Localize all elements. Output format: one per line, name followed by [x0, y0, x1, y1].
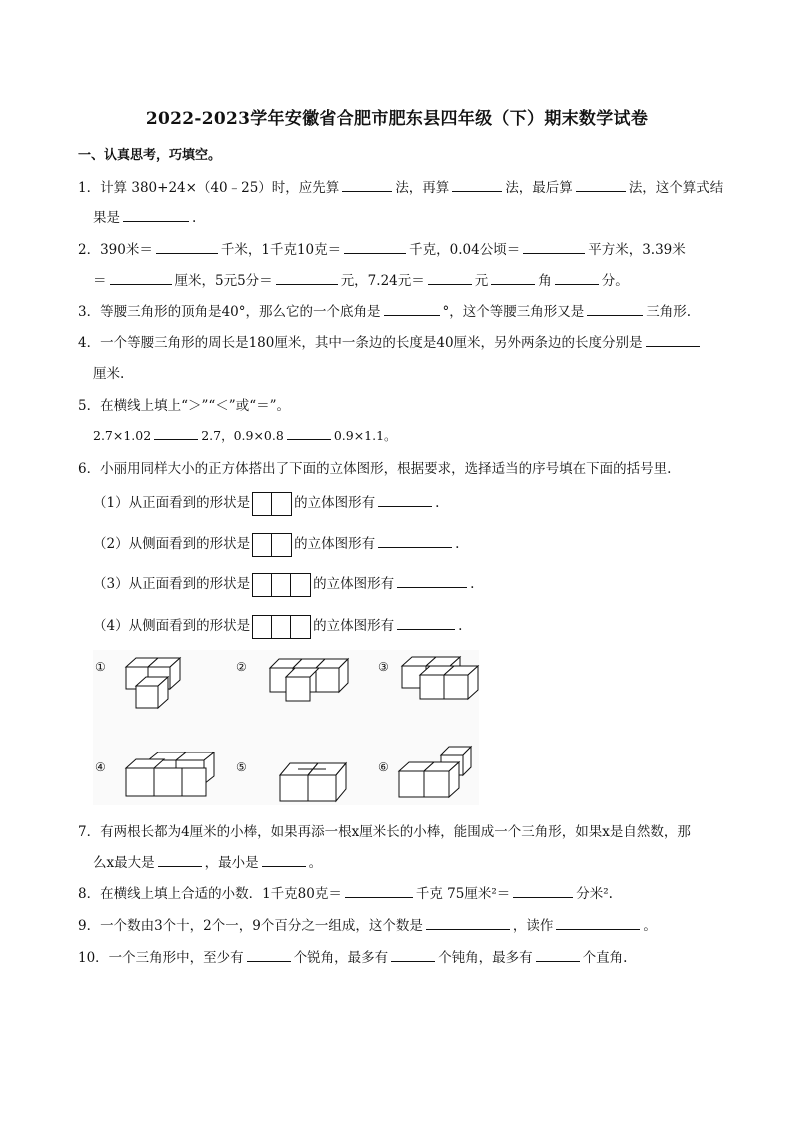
question-5-line-2: 2.7×1.02 2.7，0.9×0.8 0.9×1.1。 — [93, 425, 397, 444]
question-7-line-2: 么x最大是 ，最小是 。 — [93, 851, 322, 871]
answer-blank[interactable] — [397, 615, 455, 630]
answer-blank[interactable] — [391, 947, 435, 962]
answer-blank[interactable] — [345, 883, 413, 898]
answer-blank[interactable] — [287, 425, 331, 440]
answer-blank[interactable] — [491, 270, 535, 285]
question-1-line-1: 1．计算 380+24×（40﹣25）时，应先算 法，再算 法，最后算 法，这个算式结 — [78, 176, 723, 196]
answer-blank[interactable] — [587, 301, 643, 316]
three-square-view-icon — [252, 615, 311, 639]
figure-label-5: ⑤ — [236, 760, 247, 774]
answer-blank[interactable] — [154, 425, 198, 440]
question-7-line-1: 7．有两根长都为4厘米的小棒，如果再添一根x厘米长的小棒，能围成一个三角形，如果x是自然数，那 — [78, 824, 691, 840]
answer-blank[interactable] — [426, 915, 510, 930]
answer-blank[interactable] — [156, 239, 218, 254]
answer-blank[interactable] — [344, 239, 406, 254]
answer-blank[interactable] — [378, 533, 452, 548]
cube-figure-3 — [398, 653, 488, 708]
answer-blank[interactable] — [536, 947, 580, 962]
question-2-line-1: 2．390米＝ 千米，1千克10克＝ 千克，0.04公顷＝ 平方米，3.39米 — [78, 238, 686, 258]
question-1-line-2: 果是 . — [93, 206, 196, 226]
cube-figure-2 — [262, 655, 362, 715]
answer-blank[interactable] — [158, 852, 202, 867]
cube-figure-4 — [118, 752, 228, 807]
question-6-sub-4: （4）从侧面看到的形状是 的立体图形有 . — [93, 614, 462, 639]
answer-blank[interactable] — [556, 915, 640, 930]
answer-blank[interactable] — [110, 270, 172, 285]
figure-label-2: ② — [236, 660, 247, 674]
answer-blank[interactable] — [262, 852, 306, 867]
figure-label-4: ④ — [95, 760, 106, 774]
figure-label-6: ⑥ — [378, 760, 389, 774]
question-6-sub-3: （3）从正面看到的形状是 的立体图形有 . — [93, 572, 474, 597]
cube-figure-1 — [118, 655, 198, 715]
question-6-sub-2: （2）从侧面看到的形状是 的立体图形有 . — [93, 532, 459, 557]
figure-label-3: ③ — [378, 660, 389, 674]
answer-blank[interactable] — [247, 947, 291, 962]
section-heading: 一、认真思考，巧填空。 — [78, 148, 222, 163]
two-square-view-icon — [252, 492, 292, 516]
answer-blank[interactable] — [276, 270, 338, 285]
answer-blank[interactable] — [555, 270, 599, 285]
question-4-line-1: 4．一个等腰三角形的周长是180厘米，其中一条边的长度是40厘米，另外两条边的长度分别是 — [78, 331, 703, 351]
question-5-line-1: 5．在横线上填上“＞”“＜”或“＝”。 — [78, 398, 290, 414]
answer-blank[interactable] — [646, 332, 700, 347]
page-title: 2022-2023学年安徽省合肥市肥东县四年级（下）期末数学试卷 — [145, 109, 649, 129]
two-square-view-icon — [252, 533, 292, 557]
answer-blank[interactable] — [384, 301, 440, 316]
question-6-prompt: 6．小丽用同样大小的正方体搭出了下面的立体图形，根据要求，选择适当的序号填在下面的括号里. — [78, 461, 672, 477]
answer-blank[interactable] — [123, 207, 189, 222]
question-10: 10．一个三角形中，至少有 个锐角，最多有 个钝角，最多有 个直角. — [78, 946, 627, 966]
question-4-line-2: 厘米. — [93, 366, 125, 382]
cube-figure-5 — [270, 755, 360, 810]
answer-blank[interactable] — [513, 883, 573, 898]
question-8: 8．在横线上填上合适的小数．1千克80克＝ 千克 75厘米²＝ 分米². — [78, 882, 613, 902]
answer-blank[interactable] — [397, 573, 467, 588]
question-3: 3．等腰三角形的顶角是40°，那么它的一个底角是 °，这个等腰三角形又是 三角形. — [78, 300, 691, 320]
question-9: 9．一个数由3个十，2个一，9个百分之一组成，这个数是 ，读作 。 — [78, 914, 657, 934]
answer-blank[interactable] — [378, 492, 432, 507]
answer-blank[interactable] — [576, 177, 626, 192]
three-square-view-icon — [252, 573, 311, 597]
question-2-line-2: ＝ 厘米，5元5分＝ 元，7.24元＝ 元 角 分。 — [93, 269, 629, 289]
answer-blank[interactable] — [342, 177, 392, 192]
answer-blank[interactable] — [428, 270, 472, 285]
answer-blank[interactable] — [452, 177, 502, 192]
figure-label-1: ① — [95, 660, 106, 674]
question-6-sub-1: （1）从正面看到的形状是 的立体图形有 . — [93, 491, 439, 516]
answer-blank[interactable] — [523, 239, 585, 254]
cube-figure-6 — [395, 745, 485, 805]
